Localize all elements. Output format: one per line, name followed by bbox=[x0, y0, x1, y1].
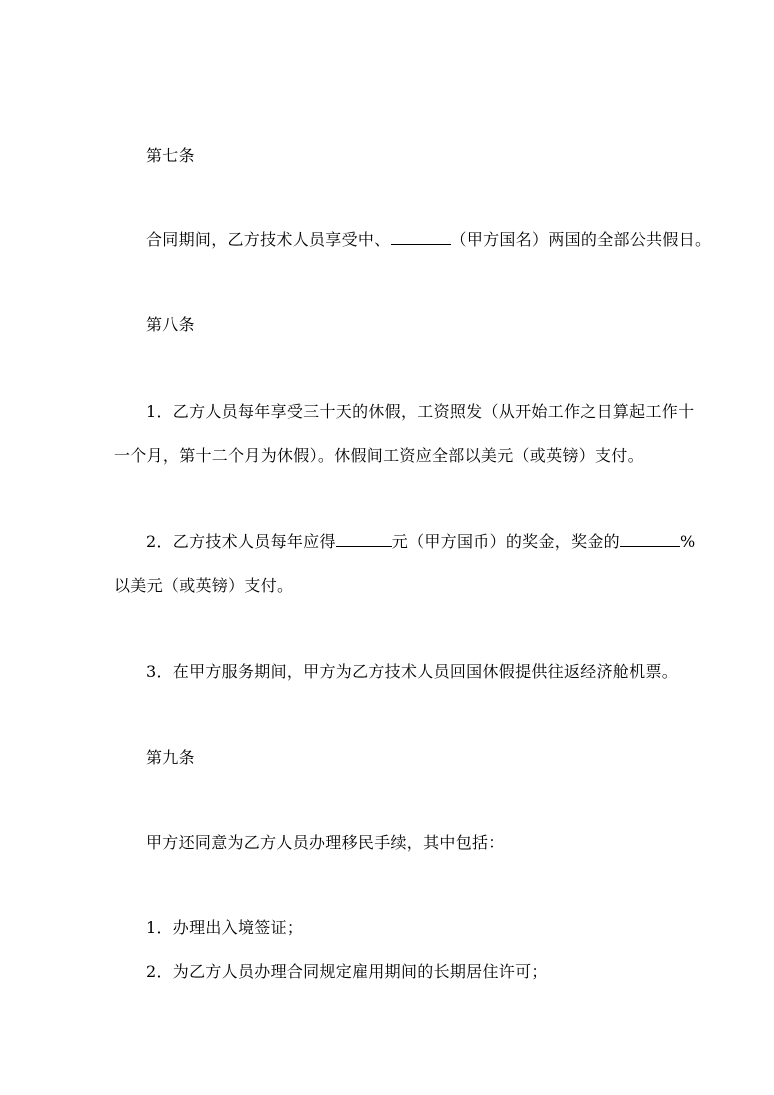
article-9-item-1: 1．办理出入境签证； bbox=[146, 918, 304, 937]
article-8-item-2-line-2: 以美元（或英镑）支付。 bbox=[114, 576, 294, 595]
article-8-item-1-line-2: 一个月，第十二个月为休假）。休假间工资应全部以美元（或英镑）支付。 bbox=[114, 446, 644, 465]
article-7-paragraph bbox=[146, 230, 711, 250]
article-8-item-3: 3．在甲方服务期间，甲方为乙方技术人员回国休假提供往返经济舱机票。 bbox=[146, 662, 679, 681]
article-7-text-before-blank: 合同期间，乙方技术人员享受中、 bbox=[146, 230, 391, 249]
article-9-item-2: 2．为乙方人员办理合同规定雇用期间的长期居住许可； bbox=[146, 962, 548, 981]
article-8-item-2-part-1: 2．乙方技术人员每年应得 bbox=[146, 532, 336, 551]
article-9-heading: 第九条 bbox=[146, 748, 195, 767]
article-7-heading: 第七条 bbox=[146, 146, 195, 165]
article-8-heading: 第八条 bbox=[146, 315, 195, 334]
article-8-item-2-part-2: 元（甲方国币）的奖金，奖金的 bbox=[391, 532, 620, 551]
article-7-text-after-blank: （甲方国名）两国的全部公共假日。 bbox=[450, 230, 712, 249]
bonus-amount-blank bbox=[336, 532, 392, 547]
article-9-intro: 甲方还同意为乙方人员办理移民手续，其中包括： bbox=[146, 833, 505, 852]
article-8-item-2-line-1 bbox=[146, 532, 696, 552]
article-8-item-2-part-3: % bbox=[679, 532, 696, 551]
article-8-item-1-line-1: 1．乙方人员每年享受三十天的休假，工资照发（从开始工作之日算起工作十 bbox=[146, 402, 695, 421]
country-name-blank bbox=[391, 230, 451, 245]
bonus-percent-blank bbox=[620, 532, 680, 547]
